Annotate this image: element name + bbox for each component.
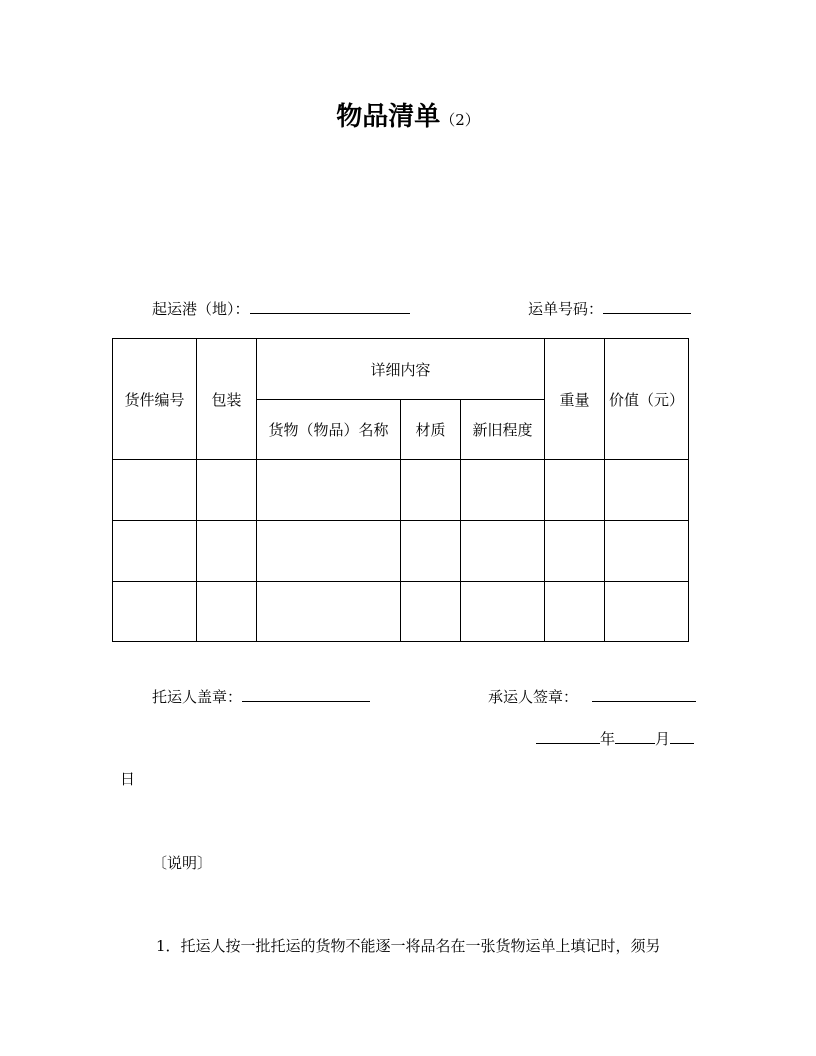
carrier-signature-blank[interactable] (592, 686, 696, 702)
origin-port-label: 起运港（地）： (152, 300, 250, 318)
notes-heading: 〔说明〕 (152, 854, 213, 872)
header-goods-name: 货物（物品）名称 (257, 400, 401, 460)
table-cell[interactable] (401, 582, 461, 642)
table-cell[interactable] (113, 582, 197, 642)
waybill-number-label: 运单号码： (528, 300, 604, 318)
table-cell[interactable] (401, 460, 461, 521)
table-header-row (113, 339, 689, 400)
month-blank[interactable] (615, 728, 655, 744)
goods-list-table (112, 338, 689, 642)
year-label: 年 (600, 730, 616, 748)
header-details: 详细内容 (257, 339, 545, 400)
table-cell[interactable] (605, 460, 689, 521)
origin-port-blank[interactable] (250, 298, 410, 314)
document-title (0, 96, 816, 133)
day-blank[interactable] (670, 728, 694, 744)
waybill-number-blank[interactable] (603, 298, 691, 314)
table-cell[interactable] (197, 582, 257, 642)
header-goods-number: 货件编号 (113, 339, 197, 460)
header-weight: 重量 (545, 339, 605, 460)
table-cell[interactable] (461, 521, 545, 582)
shipper-seal-label: 托运人盖章： (152, 688, 243, 706)
year-blank[interactable] (536, 728, 600, 744)
table-row (113, 582, 689, 642)
waybill-number-field (528, 298, 691, 319)
table-row (113, 460, 689, 521)
month-label: 月 (655, 730, 671, 748)
table-cell[interactable] (401, 521, 461, 582)
header-packing: 包装 (197, 339, 257, 460)
table-cell[interactable] (197, 460, 257, 521)
table-cell[interactable] (113, 521, 197, 582)
table-row (113, 521, 689, 582)
carrier-signature-field (488, 686, 696, 707)
header-material: 材质 (401, 400, 461, 460)
shipper-seal-field (152, 686, 370, 707)
date-field (536, 728, 694, 749)
notes-item-1: 1．托运人按一批托运的货物不能逐一将品名在一张货物运单上填记时，须另 (156, 937, 661, 955)
table-cell[interactable] (545, 521, 605, 582)
table-cell[interactable] (257, 582, 401, 642)
table-cell[interactable] (257, 460, 401, 521)
table-cell[interactable] (605, 521, 689, 582)
table-cell[interactable] (545, 582, 605, 642)
table-cell[interactable] (257, 521, 401, 582)
day-label: 日 (120, 770, 136, 788)
header-value: 价值（元） (605, 339, 689, 460)
title-main: 物品清单 (336, 102, 441, 132)
table-cell[interactable] (605, 582, 689, 642)
title-number: （2） (440, 111, 480, 129)
origin-port-field (152, 298, 410, 319)
table-cell[interactable] (113, 460, 197, 521)
table-cell[interactable] (545, 460, 605, 521)
table-cell[interactable] (461, 582, 545, 642)
shipper-seal-blank[interactable] (242, 686, 370, 702)
table-cell[interactable] (197, 521, 257, 582)
table-cell[interactable] (461, 460, 545, 521)
header-condition: 新旧程度 (461, 400, 545, 460)
carrier-signature-label: 承运人签章： (488, 688, 579, 706)
